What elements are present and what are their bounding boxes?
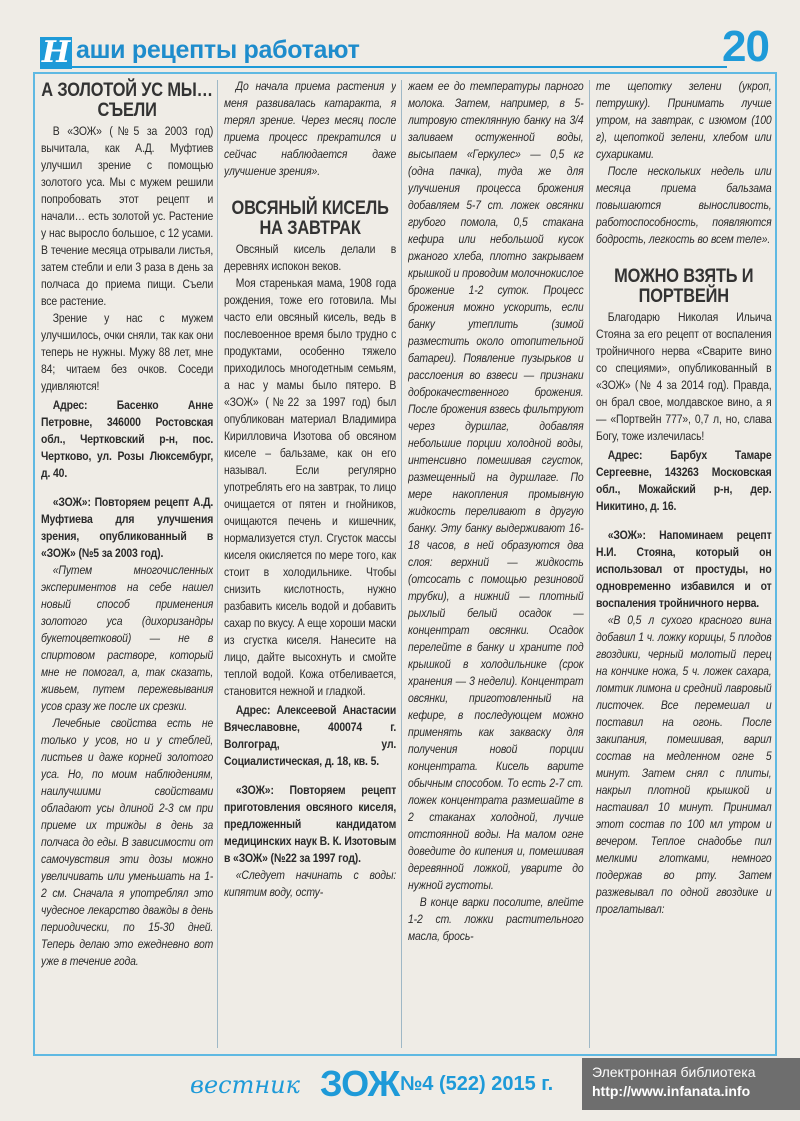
section-title: аши рецепты работают xyxy=(76,36,360,64)
header-divider xyxy=(72,66,727,68)
author-address: Адрес: Басенко Анне Петровне, 346000 Ростовская обл., Чертковский р-н, пос. Чертково, ул. Розы Люксембург, д. 40. xyxy=(41,398,213,480)
column-divider xyxy=(589,80,590,1048)
column-text xyxy=(408,78,584,945)
paragraph: Моя старенькая мама, 1908 года рождения, тоже его готовила. Мы часто ели овсяный кисель, ведь в послевоенное время было трудно с продуктами, особенно тяжело приходилось многодетным семьям, а нас у мамы было пятеро. В «ЗОЖ» (№22 за 1997 год) был опубликован материал Владимира Кирилловича Изотова об овсяном киселе – бальзаме, как он его называл. Если регулярно употреблять его на завтрак, то лицо очищается от пятен и гнойников, очищаются печень и кишечник, нормализуется стул. Сгусток массы киселя окисляется по мере того, как стоит в холодильнике. Чтобы снизить кислотность, нужно разбавить кисель водой и добавить сахар по вкусу. А еще хороши маски из сгустка киселя. Нанесите на лицо, дайте высохнуть и смойте теплой водой. Кожа отбеливается, становится нежной и гладкой. xyxy=(224,276,396,698)
quoted-paragraph: До начала приема растения у меня развивалась катаракта, я терял зрение. Через месяц после приема процесс прекратился и сейчас наблюдается даже улучшение зрения». xyxy=(224,79,396,178)
quoted-paragraph: те щепотку зелени (укроп, петрушку). Принимать лучше утром, на завтрак, с изюмом (100 г), щепоткой зелени, хлебом или сухариками. xyxy=(596,79,772,161)
article-heading: А ЗОЛОТОЙ УС МЫ… СЪЕЛИ xyxy=(41,79,213,121)
column-text xyxy=(224,78,396,901)
paragraph: Благодарю Николая Ильича Стояна за его рецепт от воспаления тройничного нерва «Сварите вино со специями», опубликованный в «ЗОЖ» (№ 4 за 2014 год). Правда, он брал свое, молдавское вино, а я — «Портвейн 777», 0,7 л, но, слава Богу, тоже излечилась! xyxy=(596,310,772,443)
quoted-paragraph: «Следует начинать с воды: кипятим воду, осту- xyxy=(224,868,396,899)
masthead-brand: ЗОЖ xyxy=(320,1063,400,1104)
column-text xyxy=(596,78,772,918)
quoted-paragraph: В конце варки посолите, влейте 1-2 ст. ложки растительного масла, брось- xyxy=(408,895,584,943)
column-1 xyxy=(41,78,213,1052)
section-initial-logo: Н xyxy=(41,35,71,70)
paragraph: В «ЗОЖ» (№5 за 2003 год) вычитала, как А.Д. Муфтиев улучшил зрение с помощью золотого уса. Мы с мужем решили попробовать этот рецепт и начали… есть золотой ус. Растение у нас выросло большое, с 12 усами. В течение месяца отрывали листья, затем стебли и ели 3 раза в день за полчаса до приема пищи. Съели все растение. xyxy=(41,124,213,308)
article-heading: ОВСЯНЫЙ КИСЕЛЬ НА ЗАВТРАК xyxy=(231,197,389,239)
quoted-paragraph: После нескольких недель или месяца приема бальзама повышаются выносливость, работоспособность, появляются бодрость, легкость во всем теле». xyxy=(596,164,772,246)
library-watermark xyxy=(582,1058,800,1110)
paragraph: Зрение у нас с мужем улучшилось, очки сняли, так как они теперь не нужны. Мужу 88 лет, мне 84; читаем без очков. Соседи удивляются! xyxy=(41,311,213,393)
editorial-note: «ЗОЖ»: Напоминаем рецепт Н.И. Стояна, который он использовал от простуды, но одновременно избавился и от воспаления тройничного нерва. xyxy=(596,528,772,610)
editorial-note: «ЗОЖ»: Повторяем рецепт А.Д. Муфтиева для улучшения зрения, опубликованный в «ЗОЖ» (№5 за 2003 год). xyxy=(41,495,213,560)
column-divider xyxy=(401,80,402,1048)
author-address: Адрес: Барбух Тамаре Сергеевне, 143263 Московская обл., Можайский р-н, дер. Никитино, д. 16. xyxy=(596,448,772,513)
quoted-paragraph: «Путем многочисленных экспериментов на себе нашел новый способ применения золотого уса (дихоризандры букетоцветковой) — не в спиртовом растворе, который мне не помогал, а, так сказать, живьем, путем пережевывания усов сразу же после их срезки. xyxy=(41,563,213,713)
quoted-paragraph: «В 0,5 л сухого красного вина добавил 1 ч. ложку корицы, 5 плодов гвоздики, черный молотый перец на кончике ножа, 5 ч. ложек сахара, ломтик лимона и средний лавровый листочек. Все перемешал и поставил на огонь. После закипания, помешивая, варил состав на медленном огне 5 минут. Затем снял с плиты, накрыл плотной крышкой и настаивал 10 минут. Принимал этот состав по 100 мл утром и вечером. Теплое снадобье пил мелкими глотками, немного подержав во рту. Затем разжевывал по одной гвоздике и проглатывал: xyxy=(596,613,772,916)
author-address: Адрес: Алексеевой Анастасии Вячеславовне, 400074 г. Волгоград, ул. Социалистическая, д. 18, кв. 5. xyxy=(224,703,396,768)
watermark-url: http://www.infanata.info xyxy=(592,1083,751,1099)
editorial-note: «ЗОЖ»: Повторяем рецепт приготовления овсяного киселя, предложенный кандидатом медицинских наук В. К. Изотовым в «ЗОЖ» (№22 за 1997 год). xyxy=(224,783,396,865)
column-2 xyxy=(224,78,396,1052)
watermark-title: Электронная библиотека xyxy=(592,1064,756,1080)
column-text xyxy=(41,80,213,970)
column-divider xyxy=(217,80,218,1048)
quoted-paragraph: Лечебные свойства есть не только у усов, но и у стеблей, листьев и даже корней золотого уса. Но, по моим наблюдениям, наилучшими свойствами обладают усы длиной 2-3 см при приеме их трижды в день за полчаса до еды. В зависимости от самочувствия эти дозы можно увеличивать или уменьшать на 1-2 см. Сначала я употреблял это чудесное лекарство дважды в день периодически, по 15-30 дней. Теперь делаю это ежедневно вот уже в течение года. xyxy=(41,716,213,968)
paragraph: Овсяный кисель делали в деревнях испокон веков. xyxy=(224,242,396,273)
page-number: 20 xyxy=(722,22,769,71)
issue-number: №4 (522) 2015 г. xyxy=(400,1073,554,1095)
column-3 xyxy=(408,78,584,1052)
column-4 xyxy=(596,78,772,1052)
quoted-paragraph: жаем ее до температуры парного молока. Затем, например, в 5-литровую стеклянную банку на 3/4 заливаем остуженной воды, высыпаем «Геркулес» — 0,5 кг (одна пачка), туда же для улучшения процесса брожения добавляем 5-7 ст. ложек овсянки грубого помола, 0,5 стакана кефира или небольшой кусок ржаного хлеба, плотно закрываем крышкой и проводим молочнокислое брожение 1-2 суток. Процесс брожения можно ускорить, если банку утеплить (зимой разместить около отопительной батареи). Появление пузырьков и расслоения во взвеси — признаки доброкачественного брожения. После брожения взвесь фильтруют через дуршлаг, добавляя небольшие порции холодной воды, интенсивно помешивая сгусток, размещенный на дуршлаге. По мере накопления промывную жидкость переливают в другую банку. Эту банку выдерживают 16-18 часов, в ней образуются два слоя: верхний — жидкость (отсосать с помощью резиновой трубки), а нижний — плотный рыхлый белый осадок — концентрат овсянки. Осадок перелейте в банку и храните под крышкой в холодильнике (срок хранения — 3 недели). Концентрат овсянки, приготовленный на кефире, в последующем можно применять как закваску для получения новой порции концентрата. Кисель варите обычным способом. То есть 2-7 ст. ложек концентрата размешайте в 2 стаканах холодной, лучше отстоянной воды. На малом огне доведите до кипения и, помешивая деревянной ложкой, уварите до нужной густоты. xyxy=(408,79,584,892)
masthead-script-word: вестник xyxy=(190,1071,300,1099)
article-heading: МОЖНО ВЗЯТЬ И ПОРТВЕЙН xyxy=(614,265,754,307)
